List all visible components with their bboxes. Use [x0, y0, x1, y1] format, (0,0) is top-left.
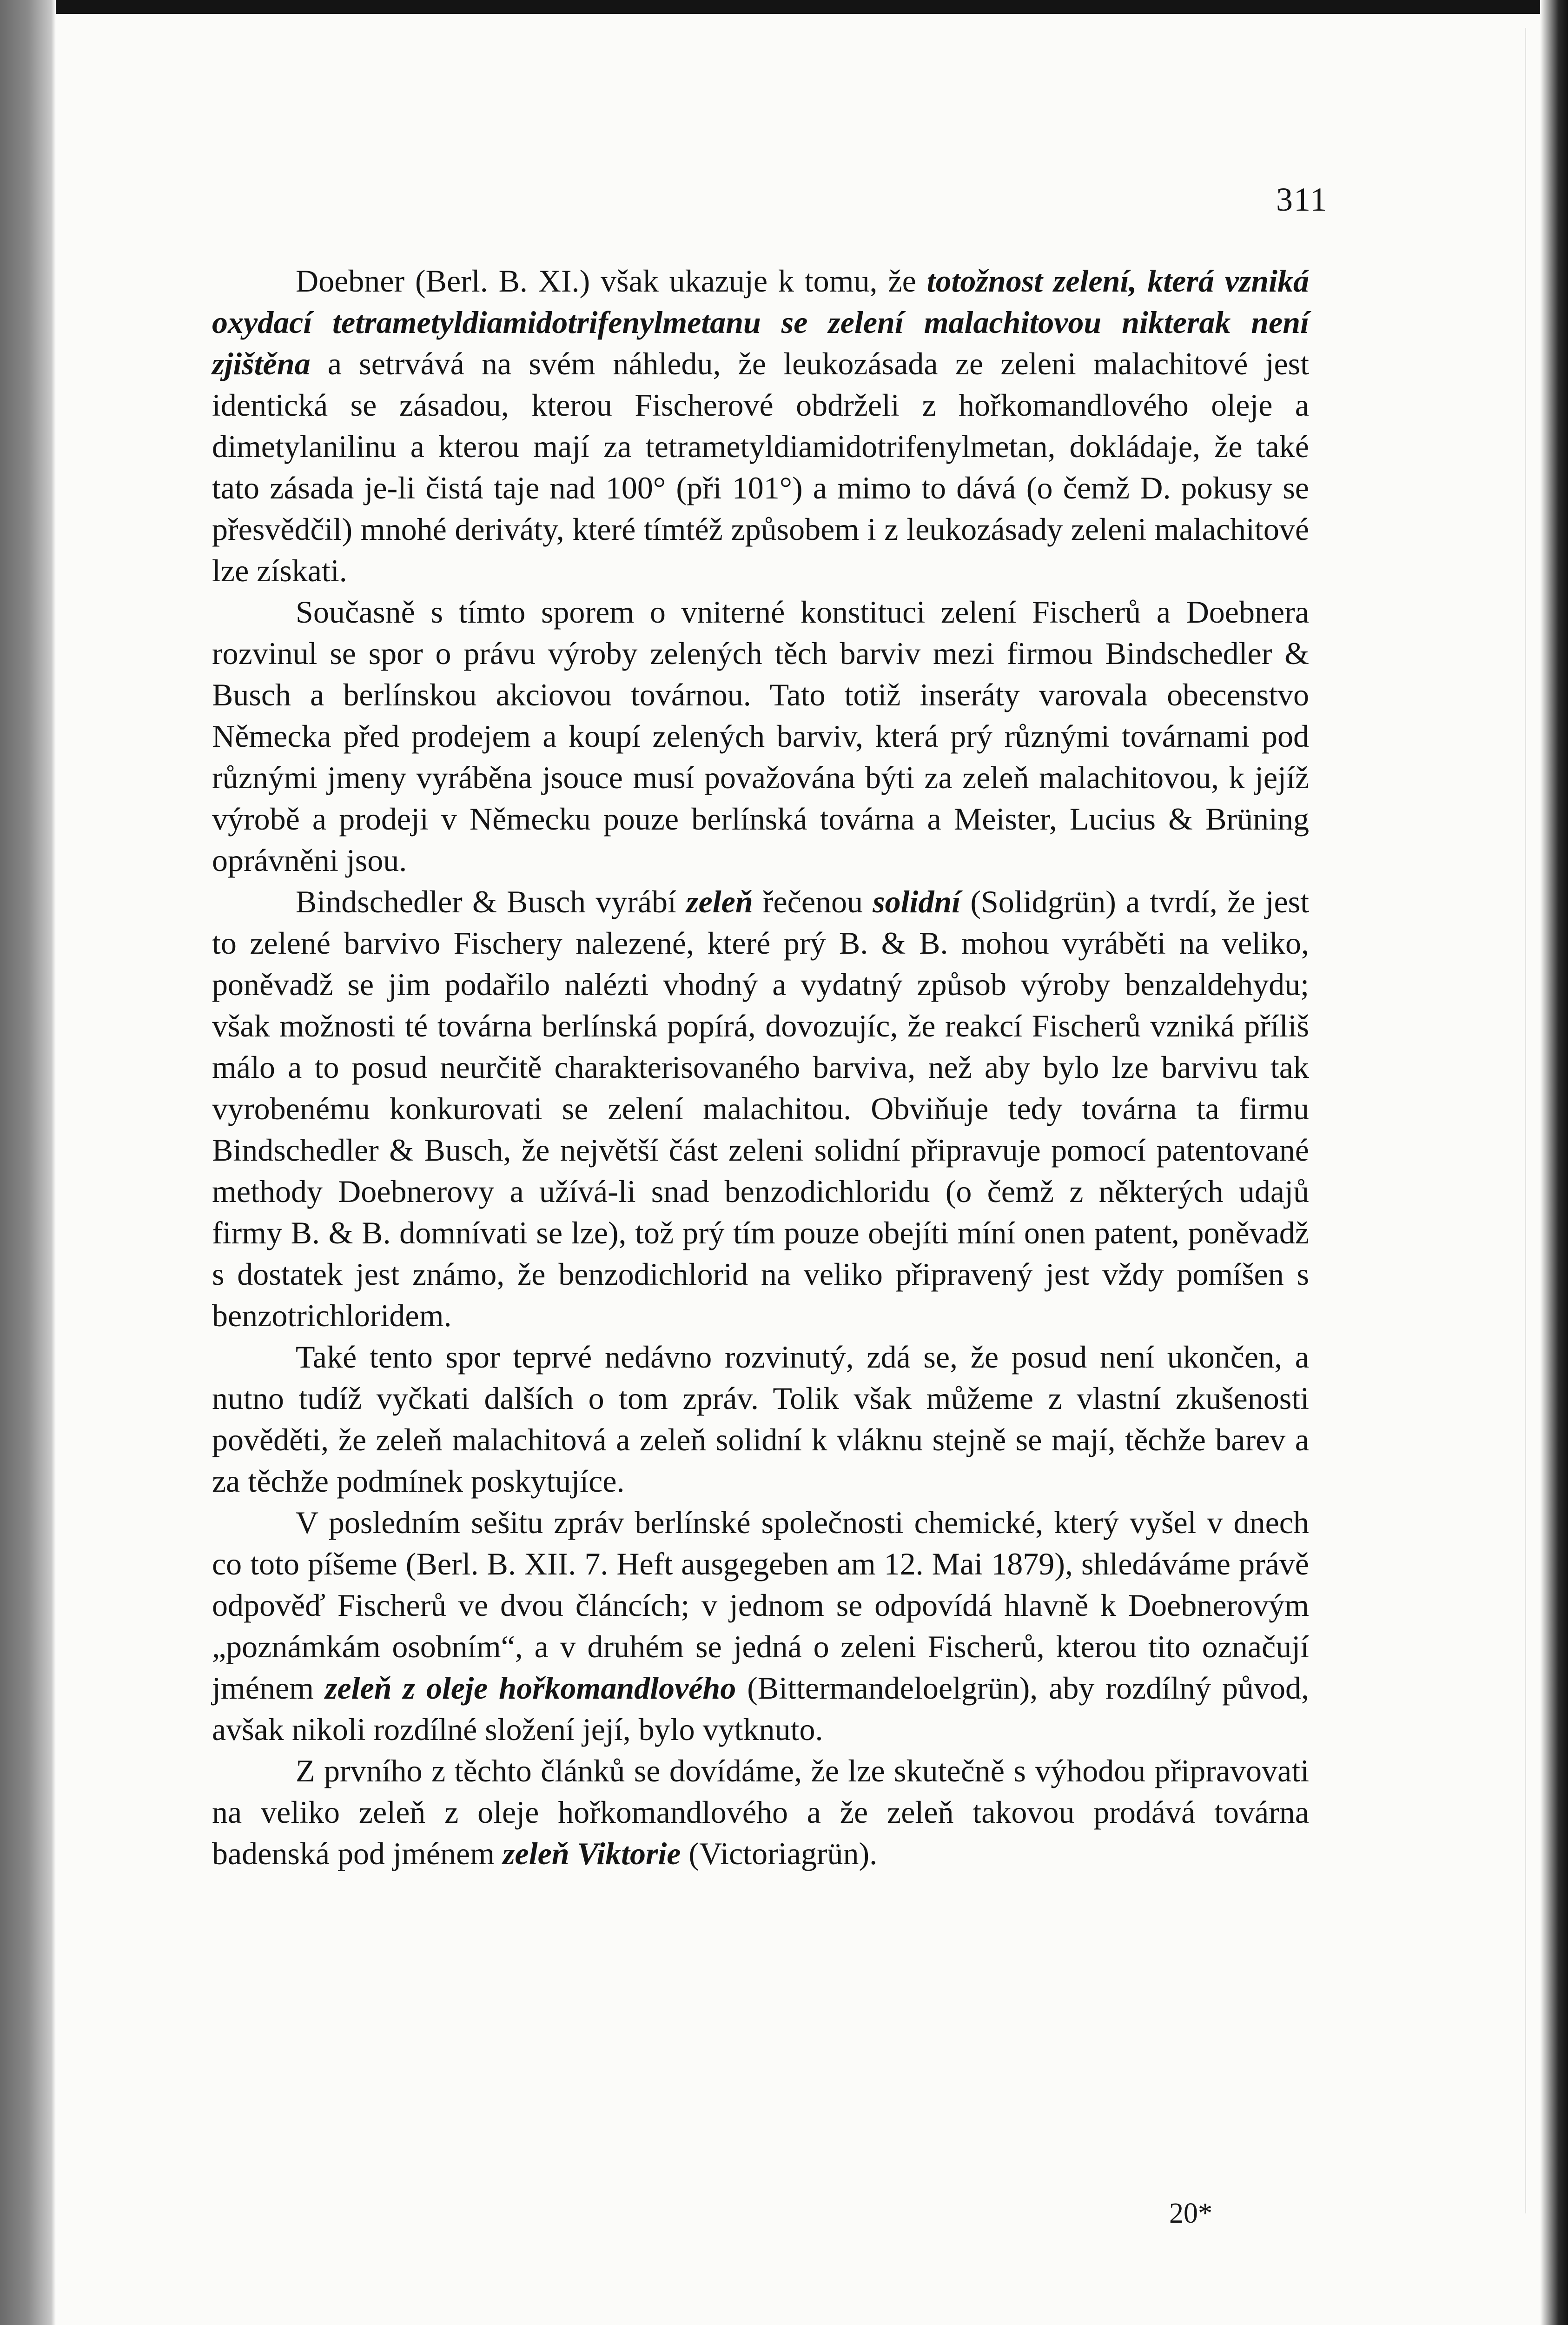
text-run: Také tento spor teprvé nedávno rozvinutý, zdá se, že posud není ukončen, a nutno tudíž vyčkati dalších o tom zpráv. Tolik však můžeme z vlastní zkušenosti pověděti, že zeleň malachitová a zeleň solidní k vláknu stejně se mají, těchže barev a za těchže podmínek poskytujíce.	[212, 1339, 1309, 1499]
text-run: (Bittermandeloelgrün), aby rozdílný původ, avšak nikoli rozdílné složení její, bylo vytknuto.	[212, 1670, 1309, 1747]
scan-border-top	[0, 0, 1568, 14]
text-run: řečenou	[753, 884, 873, 919]
italic-phrase: zeleň	[686, 884, 753, 919]
italic-phrase: solidní	[873, 884, 961, 919]
scan-border-left	[0, 0, 56, 2325]
text-run: (Victoriagrün).	[681, 1836, 878, 1871]
page-number: 311	[1276, 181, 1328, 218]
paragraph	[212, 1502, 1309, 1750]
paragraph	[212, 260, 1309, 591]
text-run: Doebner (Berl. B. XI.) však ukazuje k tomu, že	[296, 263, 927, 299]
text-run: Současně s tímto sporem o vniterné konstituci zelení Fischerů a Doebnera rozvinul se spor o právu výroby zelených těch barviv mezi firmou Bindschedler & Busch a berlínskou akciovou továrnou. Tato totiž inseráty varovala obecenstvo Německa před prodejem a koupí zelených barviv, která prý různými továrnami pod různými jmeny vyráběna jsouce musí považována býti za zeleň malachitovou, k jejíž výrobě a prodeji v Německu pouze berlínská továrna a Meister, Lucius & Brüning oprávněni jsou.	[212, 594, 1309, 878]
text-run: V posledním sešitu zpráv berlínské společnosti chemické, který vyšel v dnech co toto píšeme (Berl. B. XII. 7. Heft ausgegeben am 12. Mai 1879), shledáváme právě odpověď Fischerů ve dvou článcích; v jednom se odpovídá hlavně k Doebnerovým „poznámkám osobním“, a v druhém se jedná o zeleni Fischerů, kterou tito označují jménem	[212, 1505, 1309, 1706]
paragraph	[212, 881, 1309, 1336]
scan-border-right	[1540, 0, 1568, 2325]
italic-phrase: zeleň z oleje hořkomandlového	[325, 1670, 736, 1706]
italic-phrase: totožnost zelení, která vzniká oxydací tetrametyldiamidotrifenylmetanu se zelení malachitovou nikterak není zjištěna	[212, 263, 1309, 381]
text-run: a setrvává na svém náhledu, že leukozásada ze zeleni malachitové jest identická se zásadou, kterou Fischerové obdrželi z hořkomandlového oleje a dimetylanilinu a kterou mají za tetrametyldiamidotrifenylmetan, dokládaje, že také tato zásada je-li čistá taje nad 100° (při 101°) a mimo to dává (o čemž D. pokusy se přesvědčil) mnohé deriváty, které tímtéž způsobem i z leukozásady zeleni malachitové lze získati.	[212, 346, 1309, 588]
paragraph	[212, 1750, 1309, 1874]
text-run: (Solidgrün) a tvrdí, že jest to zelené barvivo Fischery nalezené, které prý B. & B. mohou vyráběti na veliko, poněvadž se jim podařilo nalézti vhodný a vydatný způsob výroby benzaldehydu; však možnosti té továrna berlínská popírá, dovozujíc, že reakcí Fischerů vzniká příliš málo a to posud neurčitě charakterisovaného barviva, než aby bylo lze barvivu tak vyrobenému konkurovati se zelení malachitou. Obviňuje tedy továrna ta firmu Bindschedler & Busch, že největší část zeleni solidní připravuje pomocí patentované methody Doebnerovy a užívá-li snad benzodichloridu (o čemž z některých udajů firmy B. & B. domnívati se lze), tož prý tím pouze obejíti míní onen patent, poněvadž s dostatek jest známo, že benzodichlorid na veliko připravený jest vždy pomíšen s benzotrichloridem.	[212, 884, 1309, 1333]
scan-fold-line	[1525, 28, 1526, 2213]
body-text	[212, 260, 1309, 1874]
signature-mark: 20*	[1169, 2198, 1212, 2229]
italic-phrase: zeleň Viktorie	[503, 1836, 681, 1871]
paragraph	[212, 591, 1309, 881]
paragraph	[212, 1336, 1309, 1502]
text-run: Bindschedler & Busch vyrábí	[296, 884, 687, 919]
text-run: Z prvního z těchto článků se dovídáme, že lze skutečně s výhodou připravovati na veliko zeleň z oleje hořkomandlového a že zeleň takovou prodává továrna badenská pod jménem	[212, 1753, 1309, 1871]
